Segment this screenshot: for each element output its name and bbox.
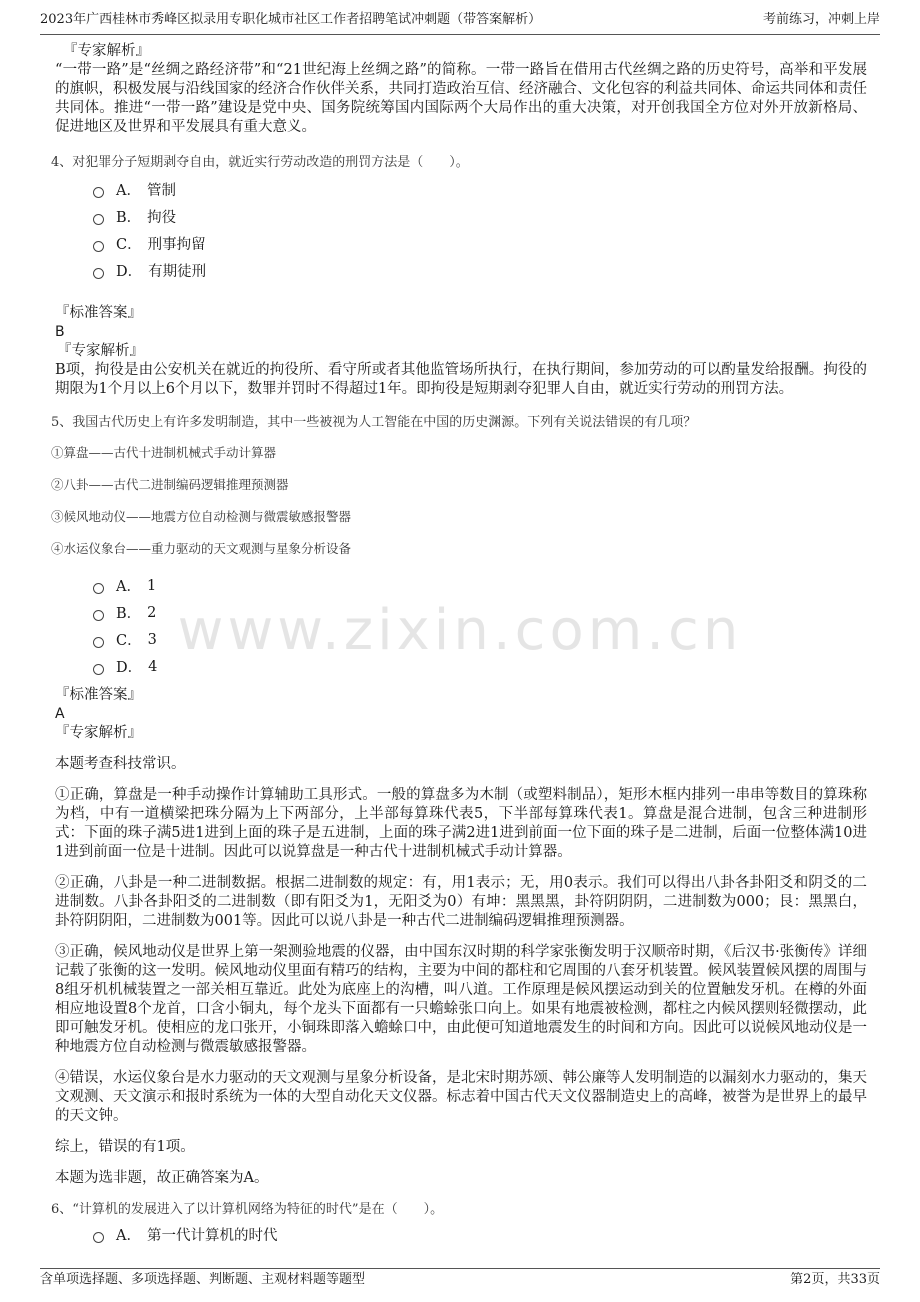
radio-icon[interactable] <box>93 637 104 648</box>
page-footer <box>40 1268 880 1291</box>
option-letter: C． <box>116 237 142 253</box>
analysis-paragraph: 本题为选非题，故正确答案为A。 <box>55 1170 269 1186</box>
option-text: 2 <box>147 604 157 621</box>
option-b[interactable] <box>93 203 867 230</box>
option-text: 第一代计算机的时代 <box>146 1228 278 1244</box>
option-a[interactable] <box>93 176 867 203</box>
analysis-paragraph: ④错误，水运仪象台是水力驱动的天文观测与星象分析设备，是北宋时期苏颂、韩公廉等人发明制造的以漏刻水力驱动的，集天文观测、天文演示和报时系统为一体的大型自动化天文仪器。标志着中国古代天文仪器制造史上的高峰，被誉为是世界上的最早的天文钟。 <box>55 1070 867 1124</box>
analysis-paragraph: ③正确，候风地动仪是世界上第一架测验地震的仪器，由中国东汉时期的科学家张衡发明于汉顺帝时期，《后汉书·张衡传》详细记载了张衡的这一发明。候风地动仪里面有精巧的结构，主要为中间的都柱和它周围的八套牙机装置。候风装置候风摆的周围与8组牙机机械装置之一部关相互靠近。此处为底座上的沟槽，叫八道。工作原理是候风摆运动到关的位置触发牙机。在樽的外面相应地设置8个龙首，口含小铜丸，每个龙头下面都有一只蟾蜍张口向上。如果有地震被检测，都柱之内候风摆则轻微摆动，此即可触发牙机。使相应的龙口张开，小铜珠即落入蟾蜍口中，由此便可知道地震发生的时间和方向。因此可以说候风地动仪是一种地震方位自动检测与微震敏感报警器。 <box>55 944 867 1055</box>
option-letter: A． <box>116 183 141 199</box>
option-text: 管制 <box>146 183 176 199</box>
standard-answer: B <box>55 324 65 340</box>
option-d[interactable] <box>93 257 867 284</box>
statement-1: ①算盘——古代十进制机械式手动计算器 <box>51 445 277 460</box>
option-c[interactable] <box>93 230 867 257</box>
radio-icon[interactable] <box>93 610 104 621</box>
option-letter: B． <box>116 606 142 622</box>
option-letter: D． <box>116 264 143 280</box>
statement-3: ③候风地动仪——地震方位自动检测与微震敏感报警器 <box>51 509 352 524</box>
analysis-paragraph: ②正确，八卦是一种二进制数据。根据二进制数的规定：有，用1表示；无，用0表示。我们可以得出八卦各卦阳爻和阴爻的二进制数。八卦各卦阳爻的二进制数（即有阳爻为1，无阳爻为0）有坤：黑黑黑，卦符阴阴阴，二进制数为000；艮：黑黑白，卦符阴阴阳，二进制数为001等。因此可以说八卦是一种古代二进制编码逻辑推理预测器。 <box>55 875 867 929</box>
expert-analysis-text: B项，拘役是由公安机关在就近的拘役所、看守所或者其他监管场所执行，在执行期间，参加劳动的可以酌量发给报酬。拘役的期限为1个月以上6个月以下，数罪并罚时不得超过1年。即拘役是短期剥夺犯罪人自由，就近实行劳动的刑罚方法。 <box>55 362 867 397</box>
option-text: 3 <box>147 631 157 648</box>
radio-icon[interactable] <box>93 214 104 225</box>
radio-icon[interactable] <box>93 268 104 279</box>
option-text: 有期徒刑 <box>148 264 207 280</box>
statement-2: ②八卦——古代二进制编码逻辑推理预测器 <box>51 477 289 492</box>
header-slogan: 考前练习，冲刺上岸 <box>762 12 880 27</box>
footer-question-types: 含单项选择题、多项选择题、判断题、主观材料题等题型 <box>40 1272 366 1287</box>
page-header <box>40 10 880 35</box>
option-a[interactable] <box>93 572 867 599</box>
analysis-paragraph: 综上，错误的有1项。 <box>55 1139 195 1155</box>
standard-answer: A <box>55 706 65 722</box>
document-body <box>51 42 867 1248</box>
option-b[interactable] <box>93 599 867 626</box>
option-d[interactable] <box>93 653 867 680</box>
option-letter: A． <box>116 1228 141 1244</box>
standard-answer-tag: 『标准答案』 <box>55 305 142 321</box>
document-title: 2023年广西桂林市秀峰区拟录用专职化城市社区工作者招聘笔试冲刺题（带答案解析） <box>40 12 542 27</box>
radio-icon[interactable] <box>93 187 104 198</box>
expert-analysis-tag: 『专家解析』 <box>63 43 150 59</box>
option-letter: A． <box>116 579 141 595</box>
expert-analysis-tag: 『专家解析』 <box>57 343 144 359</box>
standard-answer-tag: 『标准答案』 <box>55 687 142 703</box>
radio-icon[interactable] <box>93 583 104 594</box>
analysis-paragraph: ①正确，算盘是一种手动操作计算辅助工具形式。一般的算盘多为木制（或塑料制品），矩形木框内排列一串串等数目的算珠称为档，中有一道横梁把珠分隔为上下两部分，上半部每算珠代表5，下半部每算珠代表1。算盘是混合进制，包含三种进制形式：下面的珠子满5进1进到上面的珠子是五进制，上面的珠子满2进1进到前面一位下面的珠子是二进制，后面一位整体满10进1进到前面一位是十进制。因此可以说算盘是一种古代十进制机械式手动计算器。 <box>55 787 867 860</box>
expert-analysis-tag: 『专家解析』 <box>55 725 142 741</box>
analysis-paragraph: 本题考查科技常识。 <box>55 756 186 772</box>
option-c[interactable] <box>93 626 867 653</box>
watermark: www.zixin.com.cn <box>177 598 743 663</box>
option-text: 4 <box>148 658 158 675</box>
option-text: 刑事拘留 <box>147 237 206 253</box>
question-6: 6、“计算机的发展进入了以计算机网络为特征的时代”是在（ ）。 <box>51 1202 444 1217</box>
option-a[interactable] <box>93 1221 867 1248</box>
option-text: 拘役 <box>147 210 177 226</box>
question-4: 4、对犯罪分子短期剥夺自由，就近实行劳动改造的刑罚方法是（ ）。 <box>51 155 469 170</box>
page-number: 第2页，共33页 <box>790 1272 880 1287</box>
radio-icon[interactable] <box>93 1232 104 1243</box>
question-6-options <box>93 1221 867 1248</box>
option-letter: D． <box>116 660 143 676</box>
option-text: 1 <box>146 577 157 594</box>
statement-4: ④水运仪象台——重力驱动的天文观测与星象分析设备 <box>51 541 352 556</box>
radio-icon[interactable] <box>93 664 104 675</box>
option-letter: C． <box>116 633 142 649</box>
question-5: 5、我国古代历史上有许多发明制造，其中一些被视为人工智能在中国的历史渊源。下列有关说法错误的有几项？ <box>51 415 697 430</box>
option-letter: B． <box>116 210 142 226</box>
question-4-options <box>93 176 867 284</box>
question-5-options <box>93 572 867 680</box>
expert-analysis-text: “一带一路”是“丝绸之路经济带”和“21世纪海上丝绸之路”的简称。一带一路旨在借用古代丝绸之路的历史符号，高举和平发展的旗帜，积极发展与沿线国家的经济合作伙伴关系，共同打造政治互信、经济融合、文化包容的利益共同体、命运共同体和责任共同体。推进“一带一路”建设是党中央、国务院统筹国内国际两个大局作出的重大决策，对开创我国全方位对外开放新格局、促进地区及世界和平发展具有重大意义。 <box>55 62 867 135</box>
radio-icon[interactable] <box>93 241 104 252</box>
